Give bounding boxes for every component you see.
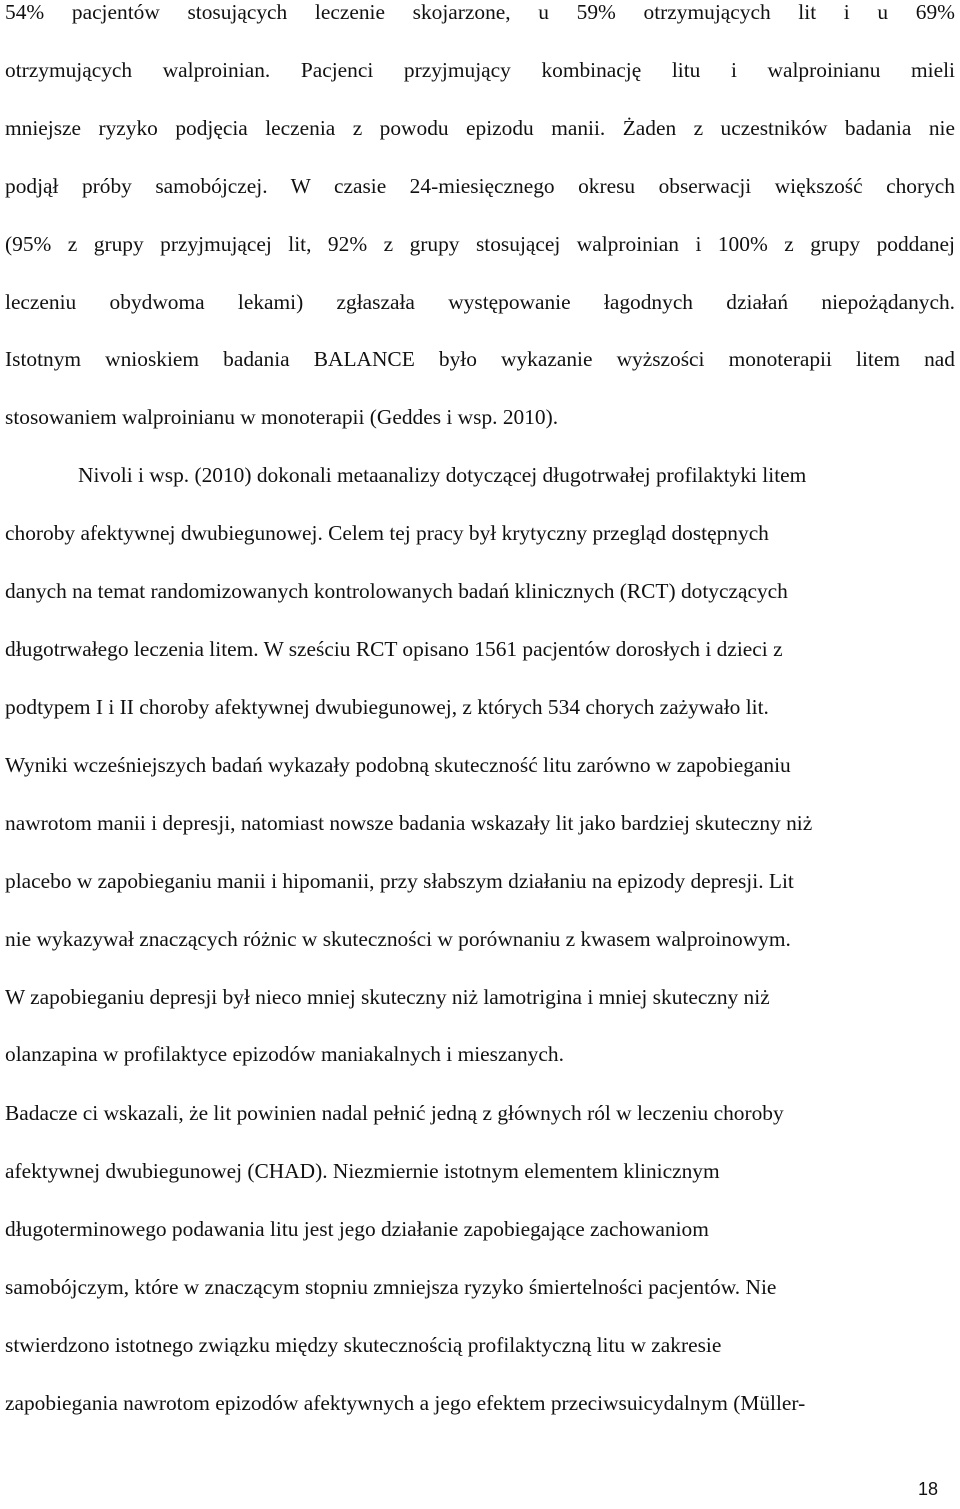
text-line-9: Nivoli i wsp. (2010) dokonali metaanalizy dotyczącej długotrwałej profilaktyki litem bbox=[78, 463, 807, 487]
text-line-7: Istotnym wnioskiem badania BALANCE było wykazanie wyższości monoterapii litem nad bbox=[5, 347, 955, 371]
text-line-3: mniejsze ryzyko podjęcia leczenia z powodu epizodu manii. Żaden z uczestników badania nie bbox=[5, 116, 955, 140]
text-line-2: otrzymujących walproinian. Pacjenci przyjmujący kombinację litu i walproinianu mieli bbox=[5, 58, 955, 82]
text-line-22: długoterminowego podawania litu jest jego działanie zapobiegające zachowaniom bbox=[5, 1217, 709, 1241]
text-line-13: podtypem I i II choroby afektywnej dwubiegunowej, z których 534 chorych zażywało lit. bbox=[5, 695, 769, 719]
text-line-24: stwierdzono istotnego związku między skutecznością profilaktyczną litu w zakresie bbox=[5, 1333, 722, 1357]
text-line-23: samobójczym, które w znaczącym stopniu zmniejsza ryzyko śmiertelności pacjentów. Nie bbox=[5, 1275, 777, 1299]
text-line-16: placebo w zapobieganiu manii i hipomanii, przy słabszym działaniu na epizody depresji. Lit bbox=[5, 869, 794, 893]
text-line-5: (95% z grupy przyjmującej lit, 92% z grupy stosującej walproinian i 100% z grupy poddanej bbox=[5, 232, 955, 256]
text-line-25: zapobiegania nawrotom epizodów afektywnych a jego efektem przeciwsuicydalnym (Müller- bbox=[5, 1391, 806, 1415]
text-line-19: olanzapina w profilaktyce epizodów maniakalnych i mieszanych. bbox=[5, 1042, 564, 1066]
text-line-8: stosowaniem walproinianu w monoterapii (Geddes i wsp. 2010). bbox=[5, 405, 559, 429]
text-line-11: danych na temat randomizowanych kontrolowanych badań klinicznych (RCT) dotyczących bbox=[5, 579, 788, 603]
text-line-4: podjął próby samobójczej. W czasie 24-miesięcznego okresu obserwacji większość chorych bbox=[5, 174, 955, 198]
page-number: 18 bbox=[917, 1479, 938, 1499]
text-line-14: Wyniki wcześniejszych badań wykazały podobną skuteczność litu zarówno w zapobieganiu bbox=[5, 753, 791, 777]
text-line-20: Badacze ci wskazali, że lit powinien nadal pełnić jedną z głównych ról w leczeniu choroby bbox=[5, 1101, 784, 1125]
text-line-15: nawrotom manii i depresji, natomiast nowsze badania wskazały lit jako bardziej skuteczny niż bbox=[5, 811, 813, 835]
text-line-10: choroby afektywnej dwubiegunowej. Celem tej pracy był krytyczny przegląd dostępnych bbox=[5, 521, 769, 545]
text-line-18: W zapobieganiu depresji był nieco mniej skuteczny niż lamotrigina i mniej skuteczny niż bbox=[5, 985, 770, 1009]
text-line-12: długotrwałego leczenia litem. W sześciu RCT opisano 1561 pacjentów dorosłych i dzieci z bbox=[5, 637, 783, 661]
text-line-1: 54% pacjentów stosujących leczenie skojarzone, u 59% otrzymujących lit i u 69% bbox=[5, 0, 955, 24]
text-line-6: leczeniu obydwoma lekami) zgłaszała występowanie łagodnych działań niepożądanych. bbox=[5, 290, 955, 314]
text-line-17: nie wykazywał znaczących różnic w skuteczności w porównaniu z kwasem walproinowym. bbox=[5, 927, 791, 951]
text-line-21: afektywnej dwubiegunowej (CHAD). Niezmiernie istotnym elementem klinicznym bbox=[5, 1159, 720, 1183]
